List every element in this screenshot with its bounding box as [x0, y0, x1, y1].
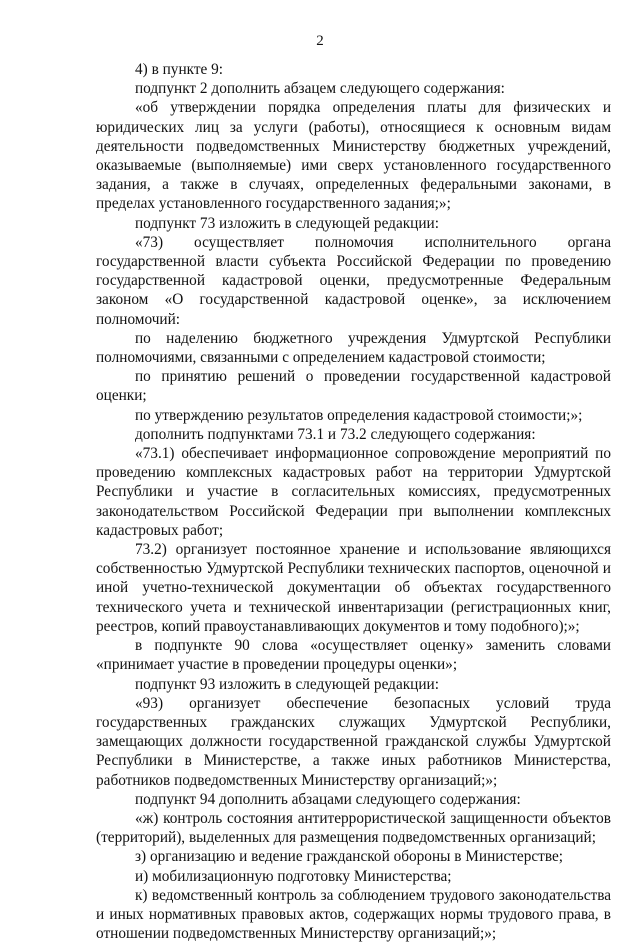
paragraph-subitem-94-i: и) мобилизационную подготовку Министерства; — [135, 867, 452, 885]
paragraph-subitem-73-2: 73.2) организует постоянное хранение и использование являющихся собственностью Удмуртской Республики технических паспортов, оценочной и иной учетно-технической документации об объектах государственного технического учета и технической инвентаризации (регистрационных книг, реестров, копий правоустанавливающих документов и тому подобного);»; — [96, 541, 611, 635]
paragraph-subitem-90: в подпункте 90 слова «осуществляет оценку» заменить словами «принимает участие в проведении процедуры оценки»; — [96, 637, 611, 674]
paragraph-subitem-94-zh: «ж) контроль состояния антитеррористической защищенности объектов (территорий), выделенных для размещения подведомственных организаций; — [96, 809, 611, 847]
paragraph-subitem-94-k: к) ведомственный контроль за соблюдением трудового законодательства и иных нормативных правовых актов, содержащих нормы трудового права, в отношении подведомственных Министерству организаций;»; — [96, 886, 611, 943]
paragraph-exception-1: по наделению бюджетного учреждения Удмуртской Республики полномочиями, связанными с определением кадастровой стоимости; — [96, 329, 611, 367]
paragraph-exception-3: по утверждению результатов определения кадастровой стоимости;»; — [135, 406, 583, 424]
paragraph-subitem-93-intro: подпункт 93 изложить в следующей редакции: — [135, 675, 439, 693]
paragraph-subitem-93-text: «93) организует обеспечение безопасных условий труда государственных гражданских служащих Удмуртской Республики, замещающих должности государственной гражданской службы Удмуртской Республики в Министерстве, а также иных работников Министерства, работников подведомственных Министерству организаций;»; — [96, 694, 611, 789]
paragraph-subitem-94-intro: подпункт 94 дополнить абзацами следующего содержания: — [135, 790, 521, 808]
paragraph-subitem-73-intro: подпункт 73 изложить в следующей редакции: — [135, 214, 439, 232]
paragraph-subitem-94-z: з) организацию и ведение гражданской обороны в Министерстве; — [135, 848, 564, 866]
paragraph-subitem-73-1: «73.1) обеспечивает информационное сопровождение мероприятий по проведению комплексных кадастровых работ на территории Удмуртской Республики и участие в согласительных комиссиях, предусмотренных законодательством Российской Федерации при выполнении комплексных кадастровых работ; — [96, 445, 611, 539]
paragraph-subitem-2-intro: подпункт 2 дополнить абзацем следующего содержания: — [135, 80, 505, 98]
paragraph-item-4-heading: 4) в пункте 9: — [135, 61, 224, 78]
paragraph-subitem-73-text: «73) осуществляет полномочия исполнительного органа государственной власти субъекта Российской Федерации по проведению государственной кадастровой оценки, предусмотренные Федеральным законом «О государственной кадастровой оценке», за исключением полномочий: — [96, 233, 611, 328]
page-number: 2 — [316, 33, 324, 49]
paragraph-subitem-2-text: «об утверждении порядка определения платы для физических и юридических лиц за услуги (работы), относящиеся к основным видам деятельности подведомственных Министерству бюджетных учреждений, оказываемые (выполняемые) ими сверх установленного государственного задания, а также в случаях, определенных федеральными законами, в пределах установленного государственного задания;»; — [96, 99, 611, 213]
paragraph-subitems-73-1-73-2-intro: дополнить подпунктами 73.1 и 73.2 следующего содержания: — [135, 425, 536, 443]
document-body — [96, 60, 611, 943]
paragraph-exception-2: по принятию решений о проведении государственной кадастровой оценки; — [96, 368, 611, 405]
